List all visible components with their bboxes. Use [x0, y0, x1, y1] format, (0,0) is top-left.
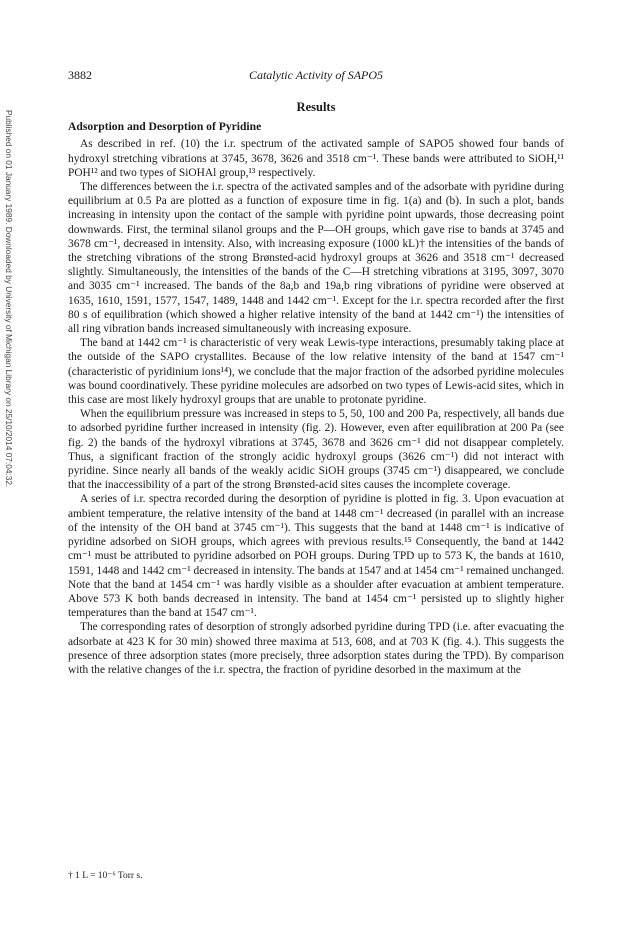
paragraph: The corresponding rates of desorption of strongly adsorbed pyridine during TPD (i.e. after evacuating the adsorbate at 423 K for 30 min) showed three maxima at 513, 608, and at 703 K (fig. 4.). This suggests the presence of three adsorption states (more precisely, three adsorption states during the TPD). By comparison with the relative changes of the i.r. spectra, the fraction of pyridine desorbed in the maximum at the	[68, 621, 564, 676]
paragraph: The band at 1442 cm⁻¹ is characteristic of very weak Lewis-type interactions, presumably taking place at the outside of the SAPO crystallites. Because of the low relative intensity of the band at 1547 cm⁻¹ (characteristic of pyridinium ions¹⁴), we conclude that the major fraction of the adsorbed pyridine molecules was bound coordinatively. These pyridine molecules are adsorbed on two types of Lewis-acid sites, which in this case are most likely hydroxyl groups that are unable to protonate pyridine.	[68, 337, 564, 407]
paragraph: As described in ref. (10) the i.r. spectrum of the activated sample of SAPO5 showed four bands of hydroxyl stretching vibrations at 3745, 3678, 3626 and 3518 cm⁻¹. These bands were attributed to SiOH,¹¹ POH¹² and two types of SiOHAl group,¹³ respectively.	[68, 138, 564, 179]
page-number: 3882	[68, 68, 92, 82]
footnote: † 1 L = 10⁻⁶ Torr s.	[68, 871, 143, 881]
publication-notice: Published on 01 January 1989. Downloaded by University of Michigan Library on 25/10/2014 07:04:32.	[4, 110, 14, 488]
section-title: Results	[296, 100, 336, 114]
subsection-title: Adsorption and Desorption of Pyridine	[68, 120, 262, 134]
paragraph: A series of i.r. spectra recorded during the desorption of pyridine is plotted in fig. 3. Upon evacuation at ambient temperature, the relative intensity of the band at 1448 cm⁻¹ decreased (in parallel with an increase of the intensity of the OH band at 3745 cm⁻¹). This suggests that the band at 1448 cm⁻¹ is indicative of pyridine adsorbed on SiOH groups, which agrees with previous results.¹⁵ Consequently, the band at 1442 cm⁻¹ must be attributed to pyridine adsorbed on POH groups. During TPD up to 573 K, the bands at 1610, 1591, 1448 and 1442 cm⁻¹ decreased in intensity. The bands at 1547 and at 1454 cm⁻¹ remained unchanged. Note that the band at 1454 cm⁻¹ was hardly visible as a shoulder after evacuation at ambient temperature. Above 573 K both bands decreased in intensity. The band at 1454 cm⁻¹ persisted up to slightly higher temperatures than the band at 1547 cm⁻¹.	[68, 493, 564, 620]
publication-sidebar	[4, 110, 20, 830]
page-header	[68, 68, 564, 84]
running-title: Catalytic Activity of SAPO5	[248, 68, 384, 82]
article-body	[68, 100, 564, 677]
paragraph: When the equilibrium pressure was increased in steps to 5, 50, 100 and 200 Pa, respectively, all bands due to adsorbed pyridine further increased in intensity (fig. 2). However, even after equilibration at 200 Pa (see fig. 2) the bands of the hydroxyl vibrations at 3745, 3678 and 3626 cm⁻¹ did not disappear completely. Thus, a significant fraction of the strongly acidic hydroxyl groups (3626 cm⁻¹) did not interact with pyridine. Since nearly all bands of the weakly acidic SiOH groups (3745 cm⁻¹) disappeared, we conclude that the inaccessibility of a part of the strong Brønsted-acid sites causes the incomplete coverage.	[68, 408, 564, 492]
paragraph: The differences between the i.r. spectra of the activated samples and of the adsorbate with pyridine during equilibrium at 0.5 Pa are plotted as a function of exposure time in fig. 1(a) and (b). In such a plot, bands increasing in intensity upon the contact of the sample with pyridine point upwards, those decreasing point downwards. First, the terminal silanol groups and the P—OH groups, which gave rise to bands at 3745 and 3678 cm⁻¹, decreased in intensity. Also, with increasing exposure (1000 kL)† the intensities of the bands of the stretching vibrations of the strong Brønsted-acid hydroxyl groups at 3626 and 3518 cm⁻¹ decreased slightly. Simultaneously, the intensities of the bands of the C—H stretching vibrations at 3195, 3097, 3070 and 3035 cm⁻¹ increased. The bands of the 8a,b and 19a,b ring vibrations of pyridine were observed at 1635, 1610, 1591, 1577, 1547, 1489, 1448 and 1442 cm⁻¹. Except for the i.r. spectra recorded after the first 80 s of equilibration (which showed a higher relative intensity of the band at 1442 cm⁻¹) the intensities of all ring vibration bands increased simultaneously with increasing exposure.	[68, 181, 564, 336]
